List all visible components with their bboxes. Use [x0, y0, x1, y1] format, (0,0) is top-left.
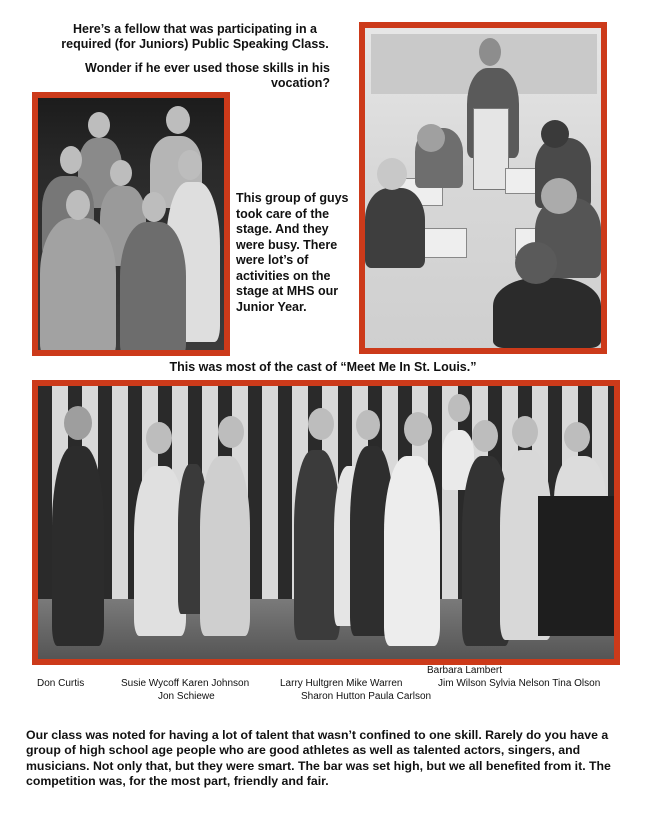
stage-crew-photo-frame — [32, 92, 230, 356]
public-speaking-photo — [365, 28, 601, 348]
cast-heading: This was most of the cast of “Meet Me In St. Louis.” — [169, 360, 477, 374]
name-don-curtis: Don Curtis — [37, 678, 85, 689]
cast-photo-frame — [32, 380, 620, 665]
name-barbara-lambert: Barbara Lambert — [427, 665, 503, 676]
name-jon-schiewe: Jon Schiewe — [158, 691, 215, 702]
public-speaking-caption-line2: Wonder if he ever used those skills in his vocation? — [85, 61, 330, 90]
closing-paragraph: Our class was noted for having a lot of talent that wasn’t confined to one skill. Rarely do you have a group of high school age people who are good athletes as well as talented actors, singers, and musicians. Not only that, but they were smart. The bar was set high, but we all benefited from it. The competition was, for the most part, friendly and fair. — [26, 728, 611, 788]
public-speaking-caption — [60, 22, 330, 100]
stage-crew-photo — [38, 98, 224, 350]
name-jim-sylvia-tina: Jim Wilson Sylvia Nelson Tina Olson — [438, 678, 601, 689]
public-speaking-caption-line1: Here’s a fellow that was participating in a required (for Juniors) Public Speaking Class. — [61, 22, 329, 51]
cast-photo — [38, 386, 614, 659]
public-speaking-photo-frame — [359, 22, 607, 354]
stage-crew-caption: This group of guys took care of the stage. And they were busy. There were lot’s of activities on the stage at MHS our Junior Year. — [236, 191, 349, 314]
name-larry-mike: Larry Hultgren Mike Warren — [280, 678, 403, 689]
name-susie-karen: Susie Wycoff Karen Johnson — [121, 678, 250, 689]
name-sharon-paula: Sharon Hutton Paula Carlson — [301, 691, 432, 702]
